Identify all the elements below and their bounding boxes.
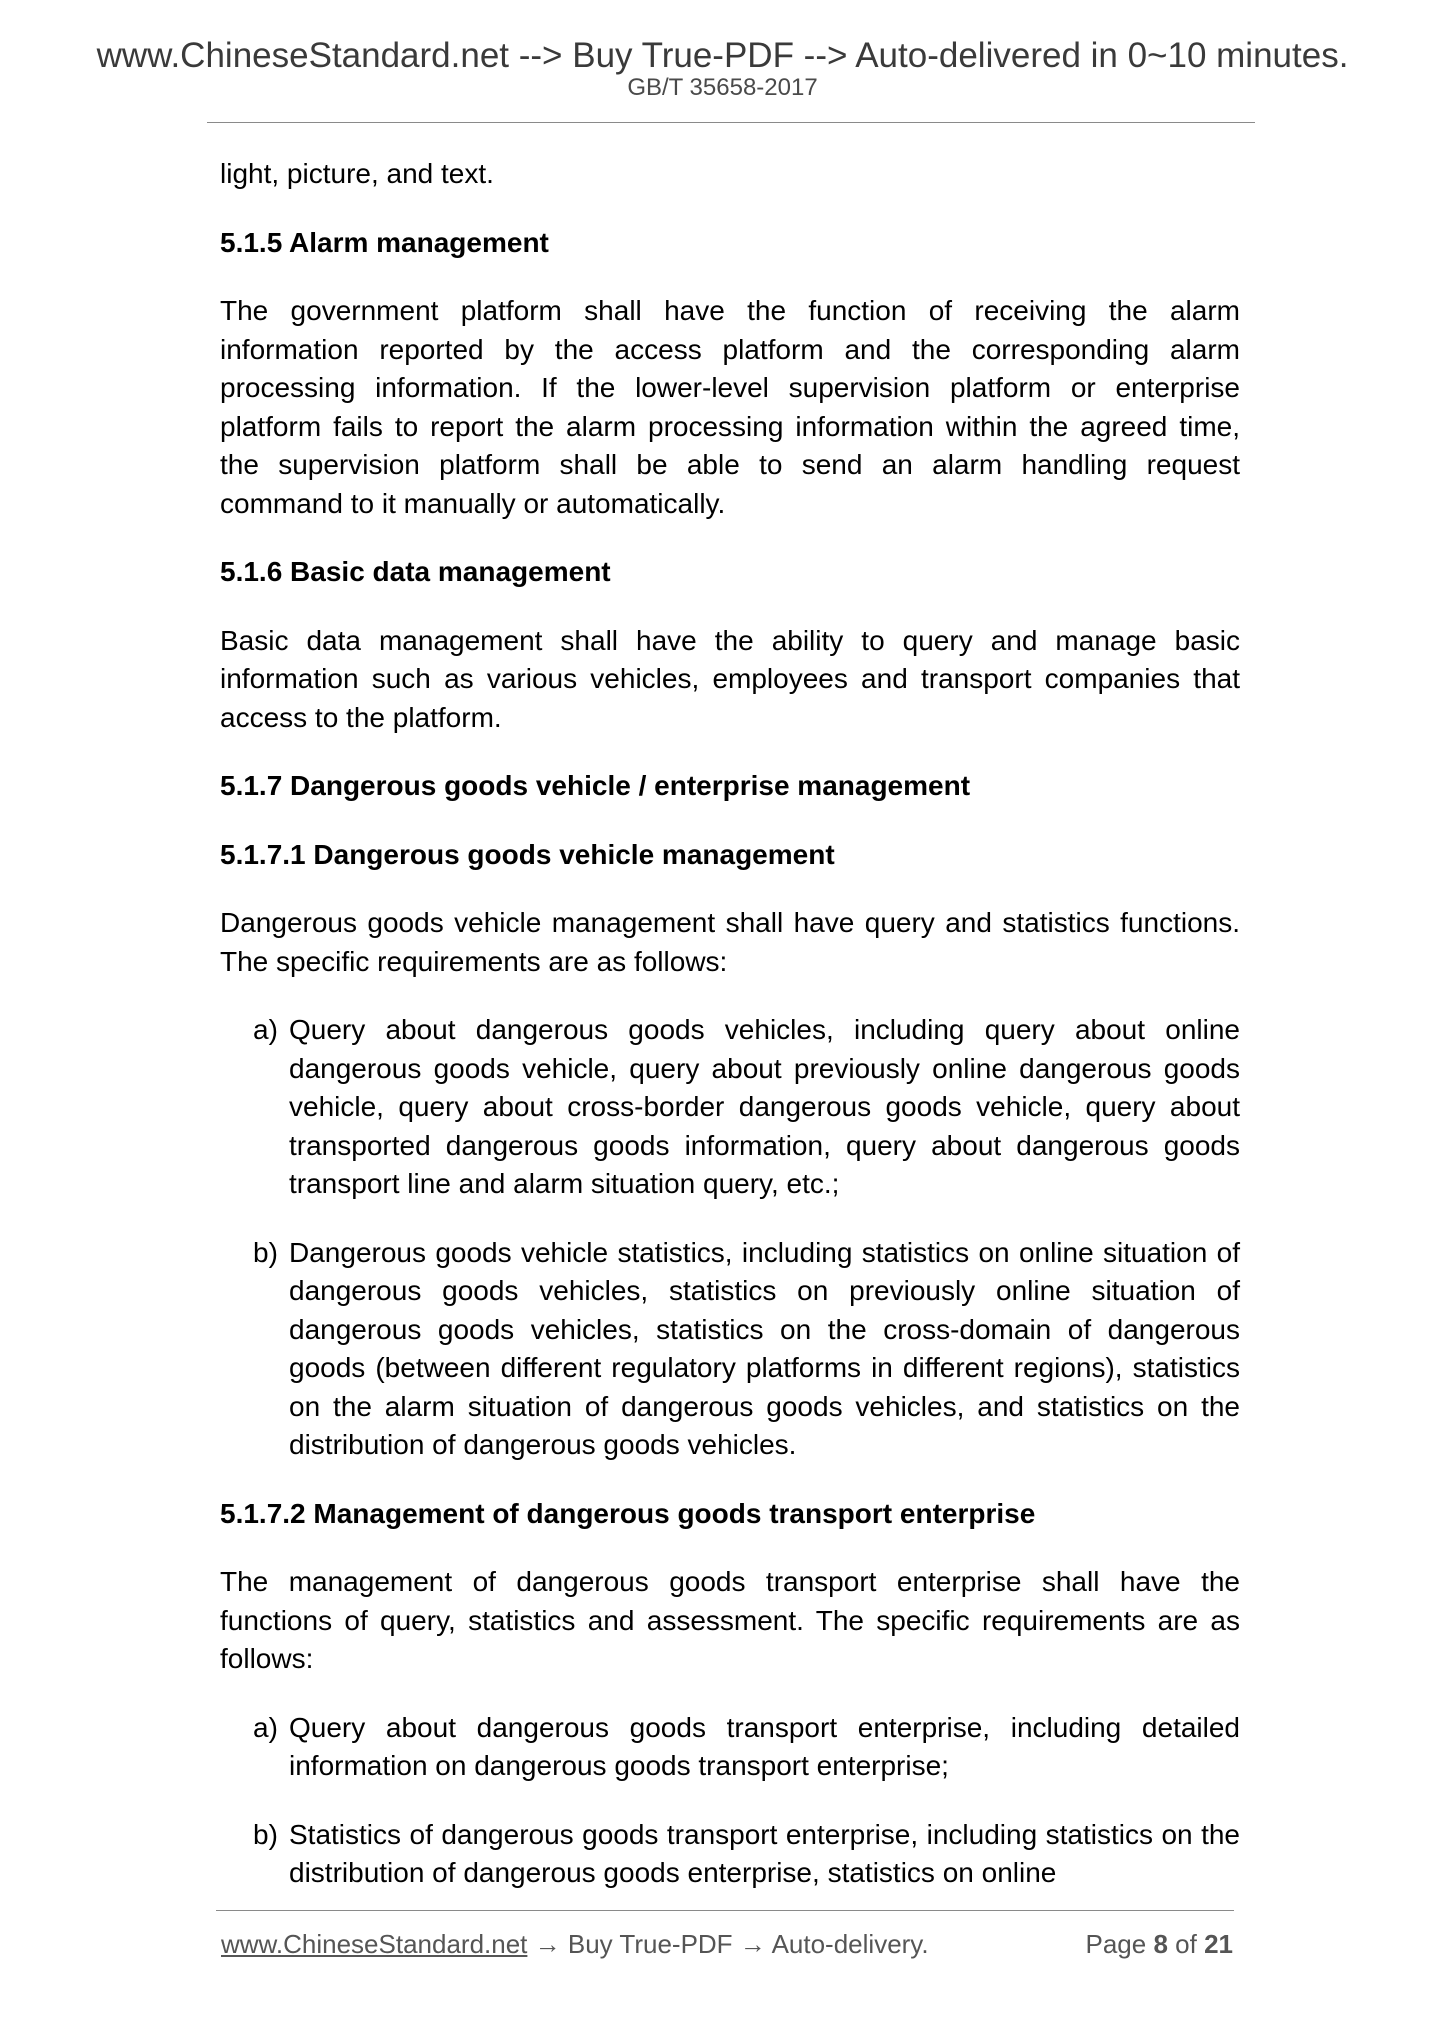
list-item-text: Dangerous goods vehicle statistics, including statistics on online situation of dangerous goods vehicles, statistics on previously online situation of dangerous goods vehicles, statistics on the cross-domain of dangerous goods (between different regulatory platforms in different regions), statistics on the alarm situation of dangerous goods vehicles, and statistics on the distribution of dangerous goods vehicles. bbox=[289, 1236, 1240, 1460]
section-5-1-7-1-text: Dangerous goods vehicle management shall have query and statistics functions. The specific requirements are as follows: bbox=[220, 907, 1240, 977]
page-of-label: of bbox=[1175, 1929, 1197, 1959]
list-marker: b) bbox=[253, 1818, 278, 1850]
intro-line: light, picture, and text. bbox=[220, 158, 494, 189]
list-item bbox=[253, 1709, 1240, 1786]
list-marker: b) bbox=[253, 1236, 278, 1268]
page-total: 21 bbox=[1204, 1929, 1233, 1959]
section-5-1-7-2-heading: 5.1.7.2 Management of dangerous goods transport enterprise bbox=[220, 1497, 1036, 1529]
list-item bbox=[253, 1234, 1240, 1465]
list-item bbox=[253, 1816, 1240, 1893]
header-divider bbox=[207, 122, 1255, 123]
section-5-1-7-2-text: The management of dangerous goods transport enterprise shall have the functions of query, statistics and assessment. The specific requirements are as follows: bbox=[220, 1566, 1240, 1674]
page-current: 8 bbox=[1153, 1929, 1168, 1959]
section-5-1-5-text: The government platform shall have the function of receiving the alarm information reported by the access platform and the corresponding alarm processing information. If the lower-level supervision platform or enterprise platform fails to report the alarm processing information within the agreed time, the supervision platform shall be able to send an alarm handling request command to it manually or automatically. bbox=[220, 295, 1240, 519]
section-5-1-7-1-heading: 5.1.7.1 Dangerous goods vehicle management bbox=[220, 838, 835, 870]
section-5-1-7-heading: 5.1.7 Dangerous goods vehicle / enterprise management bbox=[220, 770, 971, 801]
page-footer bbox=[221, 1928, 1233, 1960]
page-number bbox=[1085, 1928, 1233, 1960]
list-marker: a) bbox=[253, 1711, 278, 1743]
list-marker: a) bbox=[253, 1014, 278, 1045]
list-item-text: Query about dangerous goods vehicles, including query about online dangerous goods vehicle, query about previously online dangerous goods vehicle, query about cross-border dangerous goods vehicle, query about transported dangerous goods information, query about dangerous goods transport line and alarm situation query, etc.; bbox=[289, 1014, 1240, 1199]
list-item-text: Query about dangerous goods transport enterprise, including detailed information on dangerous goods transport enterprise; bbox=[289, 1711, 1240, 1781]
list-item bbox=[253, 1011, 1240, 1204]
footer-site-link[interactable]: www.ChineseStandard.net bbox=[221, 1929, 528, 1959]
page-label: Page bbox=[1085, 1929, 1147, 1959]
page-content bbox=[220, 155, 1240, 1893]
footer-tagline: → Buy True-PDF → Auto-delivery. bbox=[527, 1929, 929, 1959]
footer-divider bbox=[216, 1910, 1234, 1911]
document-code: GB/T 35658-2017 bbox=[627, 74, 818, 101]
section-5-1-5-heading: 5.1.5 Alarm management bbox=[220, 226, 549, 258]
section-5-1-6-heading: 5.1.6 Basic data management bbox=[220, 556, 611, 587]
section-5-1-6-text: Basic data management shall have the ability to query and manage basic information such as various vehicles, employees and transport companies that access to the platform. bbox=[220, 624, 1240, 733]
list-item-text: Statistics of dangerous goods transport enterprise, including statistics on the distribution of dangerous goods enterprise, statistics on online bbox=[289, 1818, 1240, 1888]
header-banner: www.ChineseStandard.net --> Buy True-PDF --> Auto-delivered in 0~10 minutes. bbox=[96, 36, 1349, 75]
